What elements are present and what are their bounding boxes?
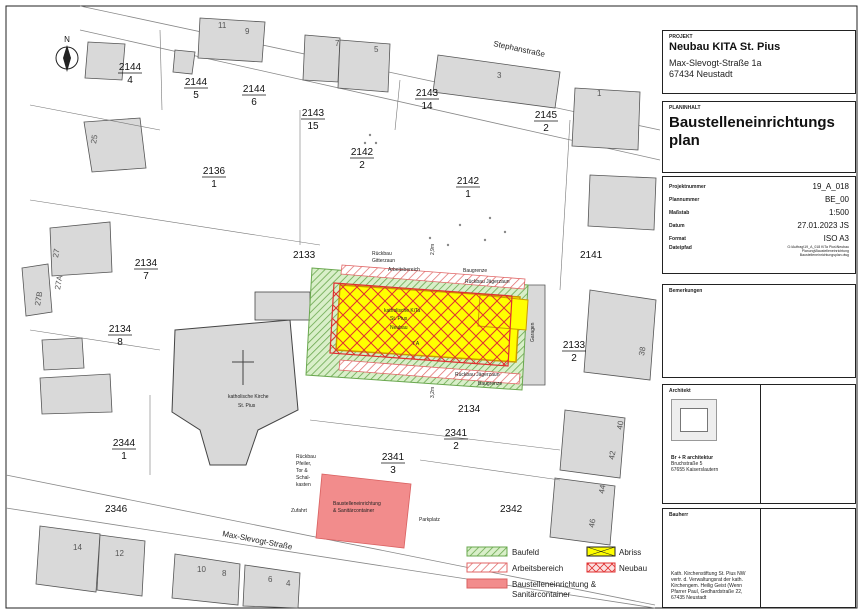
parcel-number-top: 2341: [381, 452, 405, 463]
house-number: 9: [245, 27, 250, 36]
owner-line: 67435 Neustadt: [671, 595, 707, 601]
meta-label: Plannummer: [669, 196, 700, 203]
house-number: 25: [89, 134, 100, 145]
kita-label: katholische KiTa: [384, 308, 421, 314]
title-block-remarks: [662, 284, 856, 378]
parcel-number-bottom: 1: [121, 451, 127, 462]
rueckbau-pfeiler-label: Rückbau: [296, 454, 316, 460]
rueckbau-gitter-label: Rückbau: [372, 251, 392, 257]
parcel-number-bottom: 6: [251, 97, 257, 108]
rueckbau-pfeiler-label: Tor &: [296, 468, 308, 474]
house-number: 14: [73, 543, 82, 552]
church-building: [172, 320, 298, 465]
house-number: 46: [587, 518, 598, 529]
owner-caption: Bauherr: [669, 512, 689, 518]
address-line: 67434 Neustadt: [669, 69, 733, 79]
meta-value: 19_A_018: [812, 182, 849, 191]
parcel-fraction-label: [184, 77, 208, 101]
project-caption: PROJEKT: [669, 34, 693, 40]
architect-caption: Architekt: [669, 388, 691, 394]
kita-label: Neubau: [390, 325, 408, 331]
kita-label: St. Pius: [390, 316, 408, 322]
parcel-number-top: 2134: [134, 258, 158, 269]
meta-row: [669, 219, 849, 232]
architect-address: [671, 455, 718, 473]
title-block-architect: [662, 384, 856, 504]
parcel-fraction-label: [242, 84, 266, 108]
house-number: 44: [597, 484, 608, 495]
neubau-area: [330, 283, 512, 366]
parcel-number-bottom: 2: [359, 160, 365, 171]
parcel-number: 2141: [580, 250, 603, 261]
parcel-number-top: 2136: [202, 166, 226, 177]
parcel-number-bottom: 14: [421, 101, 433, 112]
house-number: 12: [115, 549, 124, 558]
owner-line: Pfarrer Paul, Gedhardstraße 22,: [671, 589, 743, 595]
meta-row-dateipfad: [669, 245, 849, 267]
parcel-number-bottom: 7: [143, 271, 149, 282]
parcel-number-bottom: 1: [465, 189, 471, 200]
label-parkplatz: Parkplatz: [419, 517, 440, 523]
meta-row: [669, 232, 849, 245]
legend-label-neubau: Neubau: [619, 564, 648, 573]
title-block-plan: [662, 101, 856, 173]
meta-label: Format: [669, 235, 686, 242]
meta-rows: [669, 180, 849, 245]
rueckbau-pfeiler-label: kasten: [296, 482, 311, 488]
parcel-number-top: 2143: [415, 88, 439, 99]
legend-label-abriss: Abriss: [619, 548, 642, 557]
title-block-meta: [662, 176, 856, 274]
house-number: 3: [497, 71, 502, 80]
parcel-fraction-label: [534, 110, 558, 134]
street-label-maxslevogt: Max-Slevogt-Straße: [221, 529, 294, 552]
parcel-fraction-label: [456, 176, 480, 200]
plan-title-line: plan: [669, 132, 700, 149]
dim-label: 7 A: [412, 341, 420, 347]
parcel-number-bottom: 2: [571, 353, 577, 364]
owner-line: Kath. Kirchenstiftung St. Pius NW: [671, 571, 746, 577]
house-number: 1: [597, 89, 602, 98]
container-label: Baustelleneinrichtung: [333, 501, 381, 507]
remarks-caption: Bemerkungen: [669, 288, 703, 294]
rueckbau-pfeiler-label: Pfeiler,: [296, 461, 312, 467]
house-number: 27B: [33, 290, 45, 307]
parcel-fraction-label: [134, 258, 158, 282]
owner-line: vertr. d. Verwaltungsrat der kath.: [671, 577, 743, 583]
legend-label-arbeitsbereich: Arbeitsbereich: [512, 564, 564, 573]
parcel-fraction-label: [112, 438, 136, 462]
parcel-number-bottom: 15: [307, 121, 319, 132]
abstand-bottom-label: 3,2m: [430, 386, 436, 398]
house-number: 7: [335, 39, 340, 48]
parcel-number-top: 2145: [534, 110, 558, 121]
parcel-number-bottom: 2: [543, 123, 549, 134]
legend-swatch-baustelle: [467, 579, 507, 588]
meta-value: 27.01.2023 JS: [797, 221, 849, 230]
rueckbau-jaegerzaun-top-label: Rückbau Jägerzaun: [465, 279, 510, 285]
architect-line: Br + R architektur: [671, 455, 714, 461]
tree-symbols: [364, 134, 506, 246]
parcel-number-top: 2144: [242, 84, 266, 95]
container-label: & Sanitärcontainer: [333, 508, 375, 514]
abstand-top-label: 2,9m: [430, 243, 436, 255]
legend-label-baustelle: Sanitärcontainer: [512, 590, 571, 599]
baugrenze-bottom-label: Baugrenze: [478, 381, 503, 387]
baugrenze-top-label: Baugrenze: [463, 268, 488, 274]
house-number: 11: [218, 21, 227, 30]
parcel-number-top: 2133: [562, 340, 586, 351]
label-garagen: Garagen: [530, 322, 536, 342]
north-arrow-icon: [56, 35, 78, 72]
dateipfad-line: Baustelleneinrichtungsplan.dwg: [799, 253, 849, 257]
dateipfad-line: Planung\Baustelleneinrichtung: [801, 249, 849, 253]
parcel-fraction-label: [202, 166, 226, 190]
architect-logo: [671, 399, 717, 441]
house-number: 38: [637, 346, 648, 357]
dateipfad-value: [787, 245, 849, 257]
parcel-fraction-label: [562, 340, 586, 364]
meta-row: [669, 206, 849, 219]
meta-value: 1:500: [828, 208, 849, 217]
parcel-number-top: 2344: [112, 438, 136, 449]
parcel-number-top: 2142: [456, 176, 480, 187]
plan-title-line: Baustelleneinrichtungs: [669, 114, 835, 131]
parcel-number-top: 2144: [118, 62, 142, 73]
house-number: 27A: [53, 274, 65, 291]
house-number: 5: [374, 45, 379, 54]
title-block-project: [662, 30, 856, 94]
meta-value: BE_00: [824, 195, 849, 204]
meta-value: ISO A3: [823, 234, 849, 243]
owner-line: Kirchengem. Heilig Geist (Wenn: [671, 583, 743, 589]
parcel-fraction-label: [444, 428, 468, 452]
house-number: 6: [268, 575, 273, 584]
meta-label: Dateipfad: [669, 245, 692, 251]
legend-swatch-arbeitsbereich: [467, 563, 507, 572]
legend-swatch-baufeld: [467, 547, 507, 556]
arbeitsbereich-label: Arbeitsbereich: [388, 267, 420, 273]
parcel-number-top: 2142: [350, 147, 374, 158]
parcel-number-top: 2143: [301, 108, 325, 119]
parcel-number: 2133: [293, 250, 316, 261]
meta-row: [669, 193, 849, 206]
dateipfad-line: G:\Auftrag\19_A_018 KiTa Pius\Neubau: [787, 245, 849, 249]
parcel-fraction-label: [415, 88, 439, 112]
meta-label: Projektnummer: [669, 183, 706, 190]
architect-line: Bruchstraße 5: [671, 461, 703, 467]
parcel-number-bottom: 8: [117, 337, 123, 348]
parcel-number: 2342: [500, 504, 523, 515]
kirche-label: St. Pius: [238, 403, 256, 409]
church-annex: [255, 292, 310, 320]
plan-title: [669, 114, 849, 150]
meta-label: Datum: [669, 222, 685, 229]
svg-text:N: N: [64, 35, 70, 44]
owner-address: [671, 571, 745, 601]
house-number: 42: [607, 450, 618, 461]
project-title: Neubau KITA St. Pius: [669, 41, 781, 53]
parcel-number: 2346: [105, 504, 128, 515]
parcel-fraction-label: [108, 324, 132, 348]
parcel-number-bottom: 1: [211, 179, 217, 190]
legend-label-baustelle: Baustelleneinrichtung &: [512, 580, 597, 589]
parcel-number-top: 2144: [184, 77, 208, 88]
address-line: Max-Slevogt-Straße 1a: [669, 58, 762, 68]
rueckbau-gitter-label: Gitterzaun: [372, 258, 396, 264]
architect-line: 67655 Kaiserslautern: [671, 467, 719, 473]
plan-caption: PLANINHALT: [669, 105, 701, 111]
rueckbau-jaegerzaun-bottom-label: Rückbau Jägerzaun: [455, 372, 500, 378]
parcel-number-top: 2341: [444, 428, 468, 439]
house-number: 4: [286, 579, 291, 588]
parcel-number-bottom: 3: [390, 465, 396, 476]
parcel-fraction-label: [301, 108, 325, 132]
house-number: 10: [197, 565, 206, 574]
title-block-owner: [662, 508, 856, 608]
street-label-stephan: Stephanstraße: [492, 39, 546, 59]
rueckbau-pfeiler-label: Schal-: [296, 475, 311, 481]
meta-row: [669, 180, 849, 193]
parcel-fraction-label: [350, 147, 374, 171]
label-zufahrt: Zufahrt: [291, 508, 307, 514]
legend-swatch-neubau: [587, 563, 615, 572]
project-address: [669, 58, 849, 80]
legend-label-baufeld: Baufeld: [512, 548, 540, 557]
parcel-number: 2134: [458, 404, 481, 415]
house-number: 8: [222, 569, 227, 578]
parcel-number-bottom: 5: [193, 90, 199, 101]
house-number: 40: [615, 420, 626, 431]
parcel-number-bottom: 2: [453, 441, 459, 452]
parcel-number-top: 2134: [108, 324, 132, 335]
meta-label: Maßstab: [669, 209, 690, 216]
kirche-label: katholische Kirche: [228, 394, 269, 400]
parcel-number-bottom: 4: [127, 75, 133, 86]
house-number: 27: [51, 248, 62, 259]
parcel-fraction-label: [381, 452, 405, 476]
